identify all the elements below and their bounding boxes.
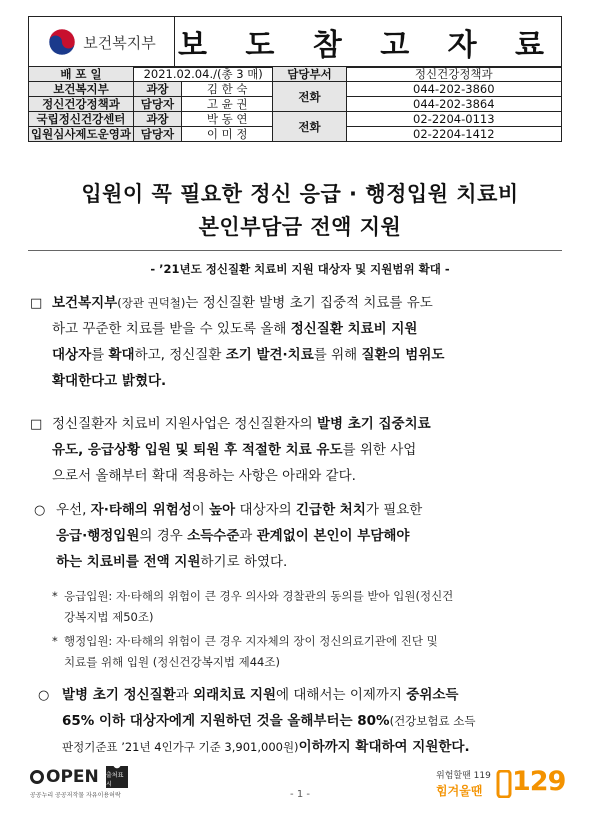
text-bold: 긴급한 처치	[295, 502, 366, 518]
hotline-caption: 위험할땐 119	[436, 771, 491, 781]
paragraph-2	[52, 411, 558, 489]
open-text: OPEN	[46, 767, 99, 787]
headline-line-1: 입원이 꼭 필요한 정신 응급 · 행정입원 치료비	[81, 182, 519, 206]
page-number: - 1 -	[290, 789, 310, 800]
text-bold: 하는 치료비를 전액 지원	[56, 554, 201, 570]
text: 판정기준표 ’21년 4인가구 기준 3,901,000원)	[62, 740, 299, 754]
text: 에 대해서는 이제까지	[276, 687, 407, 703]
text: (건강보험료 소득	[389, 714, 476, 728]
ministry-logo	[29, 17, 175, 67]
text-bold: 자·타해의 위험성	[90, 502, 192, 518]
text: 으로서 올해부터 확대 적용하는 사항은 아래와 같다.	[52, 468, 356, 484]
text-bold: 발병 초기 집중치료	[316, 416, 431, 432]
paragraph-3	[56, 497, 558, 575]
text-bold: 대상자	[52, 347, 92, 363]
badge-text: 출처표시	[106, 772, 124, 788]
paragraph-4	[62, 682, 558, 760]
taegeuk-icon	[47, 27, 77, 57]
text-bold: 유도, 응급상황 입원 및 퇴원 후 적절한 치료 유도	[52, 442, 343, 458]
text: 를	[91, 347, 109, 363]
text-bold: 관계없이 본인이 부담해야	[256, 528, 410, 544]
phone-cell: 044-202-3864	[346, 97, 561, 112]
org-cell: 국립정신건강센터	[29, 112, 134, 127]
kogl-caption: 공공누리 공공저작물 자유이용허락	[30, 792, 121, 799]
text: 대상자의	[235, 502, 296, 518]
org-cell: 정신건강정책과	[29, 97, 134, 112]
text: 가 필요한	[365, 502, 423, 518]
phone-cell: 02-2204-0113	[346, 112, 561, 127]
role-cell: 과장	[133, 112, 181, 127]
text-bold: 질환의 범위도	[361, 347, 445, 363]
header	[28, 16, 562, 68]
text: 이	[191, 502, 210, 518]
person-cell: 김 한 숙	[181, 82, 273, 97]
open-logo	[30, 766, 100, 788]
phone-cell: 02-2204-1412	[346, 127, 561, 142]
text: 는 정신질환 발병 초기 집중적 치료를 유도	[185, 295, 433, 311]
org-cell: 보건복지부	[29, 82, 134, 97]
phone-icon	[496, 770, 512, 798]
contact-table	[28, 66, 562, 142]
square-bullet-icon: □	[30, 296, 43, 311]
subtitle: - ’21년도 정신질환 치료비 지원 대상자 및 지원범위 확대 -	[150, 262, 450, 276]
person-cell: 이 미 정	[181, 127, 273, 142]
text: 강복지법 제50조)	[64, 610, 154, 624]
label-cell: 배 포 일	[29, 67, 134, 82]
circle-bullet-icon: ○	[34, 503, 46, 518]
text: 행정입원: 자·타해의 위험이 큰 경우 지자체의 장이 정신의료기관에 진단 및	[64, 634, 438, 648]
text-bold: 높아	[209, 502, 236, 518]
footnote-administrative	[64, 631, 560, 673]
text-bold: 정신질환 치료비 지원	[290, 321, 418, 337]
headline-line-2: 본인부담금 전액 지원	[198, 215, 402, 239]
person-icon: ●	[112, 759, 122, 770]
role-cell: 담당자	[133, 97, 181, 112]
text-bold: 65% 이하 대상자에게 지원하던 것을 올해부터는 80%	[62, 713, 390, 729]
attribution-badge	[106, 759, 128, 788]
text: 의 경우	[139, 528, 188, 544]
title-box	[175, 17, 561, 67]
text: 를 위한 사업	[342, 442, 417, 458]
text: 과	[239, 528, 257, 544]
role-cell: 과장	[133, 82, 181, 97]
text-bold: 발병 초기 정신질환	[62, 687, 176, 703]
hotline-banner	[436, 764, 566, 802]
text: 우선,	[56, 502, 91, 518]
text: 치료를 위해 입원 (정신건강복지법 제44조)	[64, 655, 280, 669]
text: 하기로 하였다.	[200, 554, 288, 570]
divider	[28, 250, 562, 251]
text-bold: 조기 발견·치료	[225, 347, 314, 363]
value-cell: 2021.02.04./(총 3 매)	[133, 67, 272, 82]
org-cell: 입원심사제도운영과	[29, 127, 134, 142]
text-bold: 확대한다고 밝혔다.	[52, 373, 167, 389]
text-bold: 외래치료 지원	[193, 687, 277, 703]
phone-label-cell: 전화	[273, 82, 346, 112]
hotline-tagline: 힘겨울땐	[436, 784, 483, 798]
text-bold: 확대	[108, 347, 135, 363]
label-cell: 담당부서	[273, 67, 346, 82]
ministry-name: 보건복지부	[83, 33, 156, 52]
open-circle-icon	[30, 770, 44, 784]
text: 응급입원: 자·타해의 위험이 큰 경우 의사와 경찰관의 동의를 받아 입원(정신건	[64, 589, 454, 603]
square-bullet-icon: □	[30, 417, 43, 432]
text-bold: 응급·행정입원	[56, 528, 140, 544]
text: 하고 꾸준한 치료를 받을 수 있도록 올해	[52, 321, 291, 337]
text: 하고, 정신질환	[134, 347, 226, 363]
text-bold: 소득수준	[187, 528, 240, 544]
value-cell: 정신건강정책과	[346, 67, 561, 82]
text-bold: 이하까지 확대하여 지원한다.	[298, 739, 470, 755]
table-row	[29, 112, 562, 127]
asterisk-icon: *	[52, 634, 58, 648]
table-row	[29, 67, 562, 82]
text-bold: 중위소득	[406, 687, 459, 703]
text: 를 위해	[313, 347, 362, 363]
text-bold: 보건복지부	[52, 295, 118, 311]
paragraph-1	[52, 290, 558, 394]
footnote-emergency	[64, 586, 560, 628]
doc-title: 보 도 참 고 자 료	[177, 28, 559, 63]
phone-cell: 044-202-3860	[346, 82, 561, 97]
phone-label-cell: 전화	[273, 112, 346, 142]
person-cell: 박 동 연	[181, 112, 273, 127]
text: (장관 권덕철)	[117, 296, 186, 310]
circle-bullet-icon: ○	[38, 688, 50, 703]
asterisk-icon: *	[52, 589, 58, 603]
text: 정신질환자 치료비 지원사업은 정신질환자의	[52, 416, 317, 432]
text: 과	[175, 687, 194, 703]
role-cell: 담당자	[133, 127, 181, 142]
table-row	[29, 82, 562, 97]
hotline-number: 129	[512, 766, 566, 797]
person-cell: 고 윤 권	[181, 97, 273, 112]
